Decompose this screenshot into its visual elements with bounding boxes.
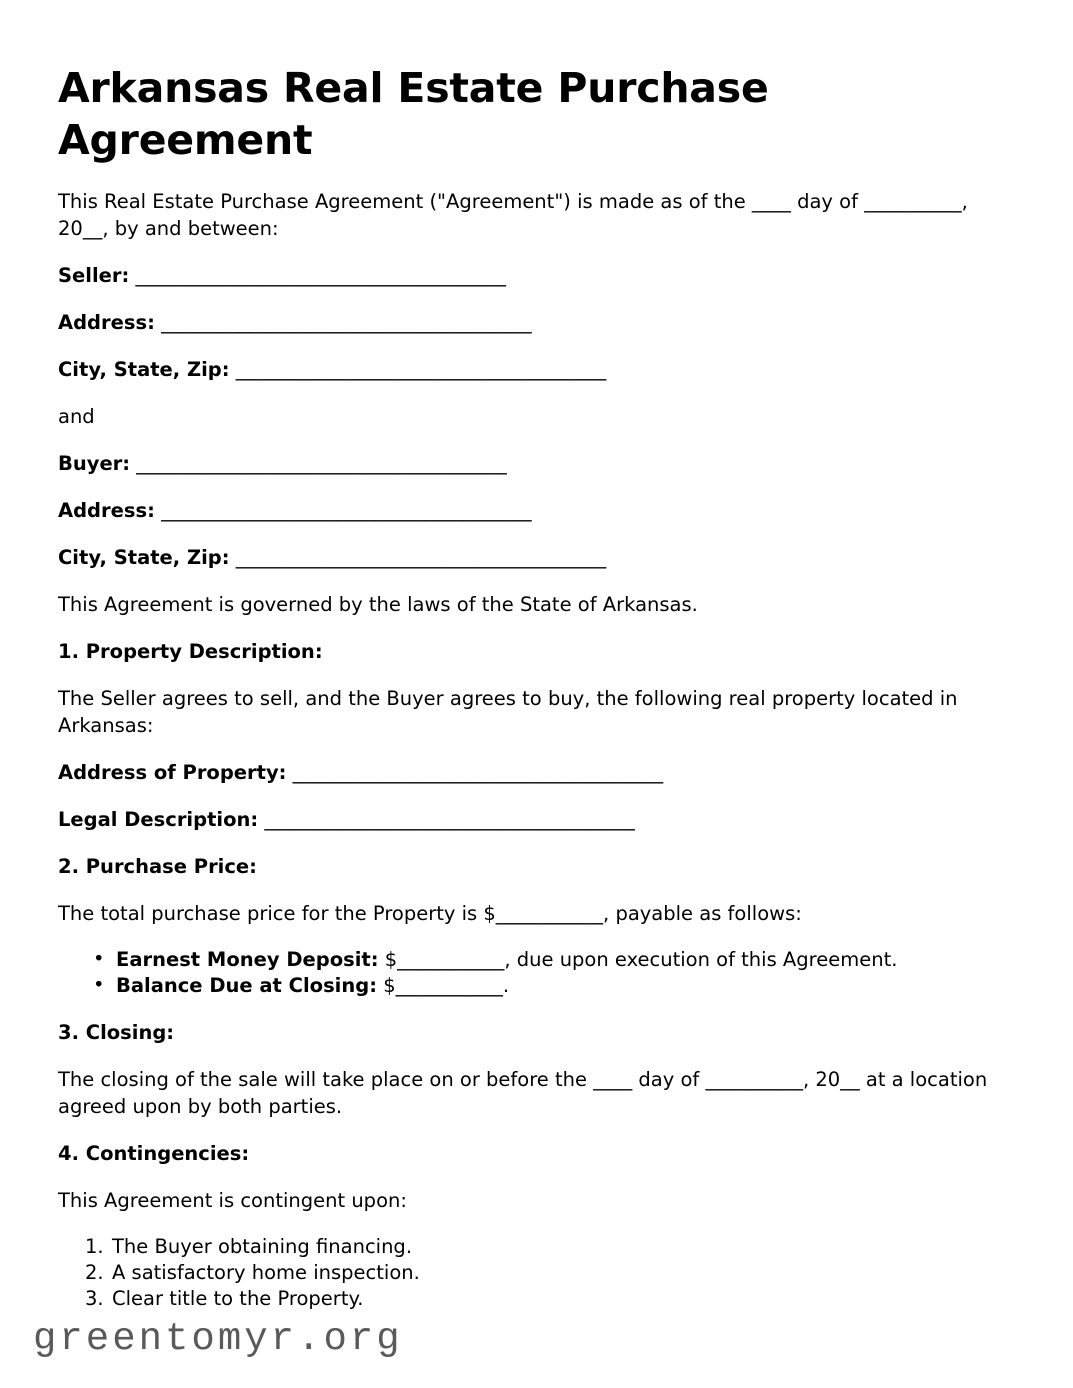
list-item: The Buyer obtaining financing. xyxy=(112,1235,413,1258)
buyer-address-blank: ______________________________________ xyxy=(154,499,532,522)
intro-paragraph: This Real Estate Purchase Agreement ("Agreement") is made as of the ____ day of __________, 20__, by and between: xyxy=(58,190,968,240)
buyer-blank: ______________________________________ xyxy=(130,452,507,475)
purchase-price-bullet-list xyxy=(58,947,1004,999)
governing-law-paragraph: This Agreement is governed by the laws of the State of Arkansas. xyxy=(58,593,698,616)
purchase-price-body: The total purchase price for the Property is $___________, payable as follows: xyxy=(58,902,802,925)
property-address-field xyxy=(58,759,1004,786)
seller-address-field xyxy=(58,309,1004,336)
property-address-blank: ______________________________________ xyxy=(286,761,664,784)
buyer-address-label: Address: xyxy=(58,499,155,522)
seller-citystatezip-label: City, State, Zip: xyxy=(58,358,230,381)
list-item: Clear title to the Property. xyxy=(112,1287,364,1310)
site-watermark: greentomyr.org xyxy=(33,1317,403,1361)
seller-address-label: Address: xyxy=(58,311,155,334)
document-body xyxy=(58,62,1004,1332)
and-connector: and xyxy=(58,405,95,428)
seller-label: Seller: xyxy=(58,264,130,287)
legal-description-label: Legal Description: xyxy=(58,808,259,831)
buyer-citystatezip-label: City, State, Zip: xyxy=(58,546,230,569)
buyer-field xyxy=(58,450,1004,477)
contingencies-body: This Agreement is contingent upon: xyxy=(58,1189,407,1212)
page-title: Arkansas Real Estate Purchase Agreement xyxy=(58,64,769,164)
seller-citystatezip-blank: ______________________________________ xyxy=(229,358,607,381)
section-heading-purchase-price: 2. Purchase Price: xyxy=(58,855,257,878)
earnest-money-deposit-text: $___________, due upon execution of this Agreement. xyxy=(378,948,898,971)
section-heading-contingencies: 4. Contingencies: xyxy=(58,1142,250,1165)
buyer-citystatezip-blank: ______________________________________ xyxy=(229,546,607,569)
list-item: A satisfactory home inspection. xyxy=(112,1261,420,1284)
seller-citystatezip-field xyxy=(58,356,1004,383)
list-item xyxy=(58,947,1004,973)
property-description-body: The Seller agrees to sell, and the Buyer agrees to buy, the following real property located in Arkansas: xyxy=(58,687,958,737)
seller-address-blank: ______________________________________ xyxy=(154,311,532,334)
section-heading-property-description: 1. Property Description: xyxy=(58,640,323,663)
balance-due-at-closing-label: Balance Due at Closing: xyxy=(116,974,377,997)
legal-description-field xyxy=(58,806,1004,833)
property-address-label: Address of Property: xyxy=(58,761,287,784)
closing-body: The closing of the sale will take place on or before the ____ day of __________, 20__ at a location agreed upon by both parties. xyxy=(58,1068,988,1118)
list-item xyxy=(58,973,1004,999)
legal-description-blank: ______________________________________ xyxy=(258,808,635,831)
buyer-address-field xyxy=(58,497,1004,524)
balance-due-at-closing-text: $___________. xyxy=(377,974,510,997)
buyer-citystatezip-field xyxy=(58,544,1004,571)
seller-blank: ______________________________________ xyxy=(129,264,506,287)
section-heading-closing: 3. Closing: xyxy=(58,1021,175,1044)
contingencies-numbered-list xyxy=(58,1234,1004,1312)
buyer-label: Buyer: xyxy=(58,452,131,475)
earnest-money-deposit-label: Earnest Money Deposit: xyxy=(116,948,379,971)
seller-field xyxy=(58,262,1004,289)
